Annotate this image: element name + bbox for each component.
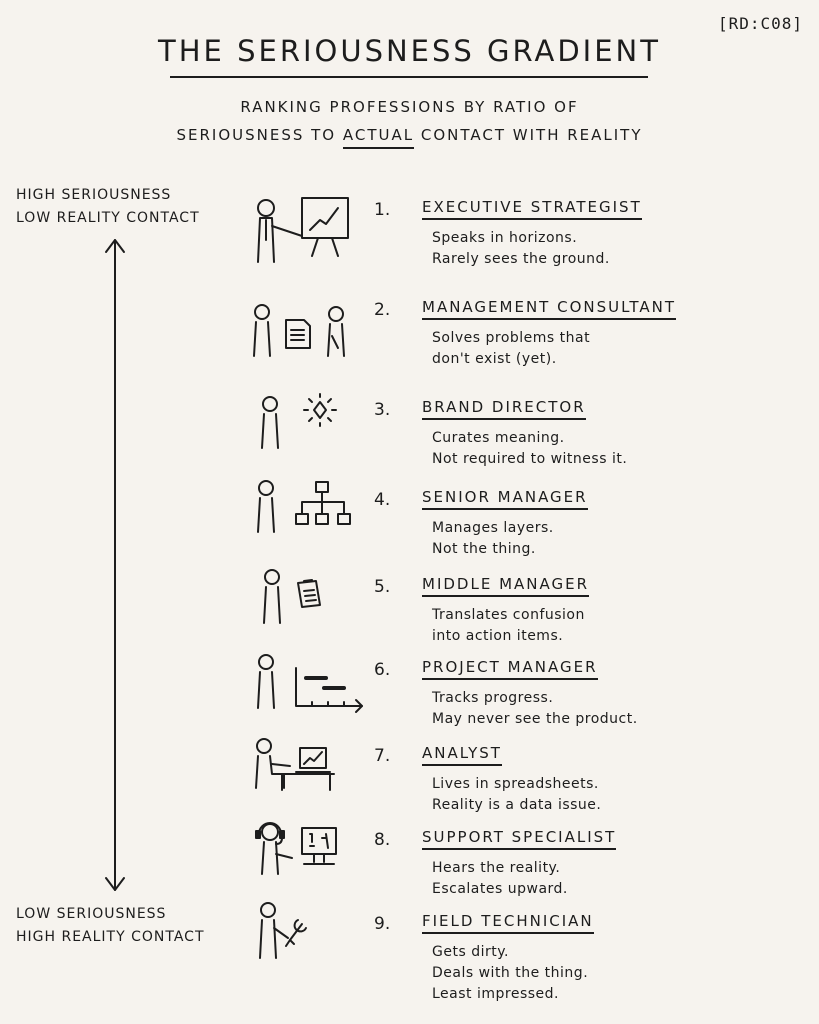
profession-description [432,228,610,270]
description-line: Escalates upward. [432,881,568,897]
subtitle-pre: SERIOUSNESS TO [176,126,343,144]
clipboard-icon [246,567,356,625]
description-line: Speaks in horizons. [432,230,578,246]
title-underline [170,76,648,78]
description-line: Least impressed. [432,986,559,1002]
presentation-chart-icon [246,196,356,268]
profession-name: MANAGEMENT CONSULTANT [422,298,676,320]
description-line: Translates confusion [432,607,585,623]
rank-number: 1. [374,200,391,220]
description-line: Hears the reality. [432,860,561,876]
profession-name: SUPPORT SPECIALIST [422,828,616,850]
description-line: Manages layers. [432,520,554,536]
axis-top-line-2: LOW REALITY CONTACT [16,210,200,226]
wrench-icon [246,902,356,962]
page-title: THE SERIOUSNESS GRADIENT [158,34,661,68]
subtitle-line-1: RANKING PROFESSIONS BY RATIO OF [240,98,579,116]
profession-description [432,942,588,1005]
profession-name: EXECUTIVE STRATEGIST [422,198,642,220]
gradient-double-arrow-icon [100,236,130,894]
rank-number: 9. [374,914,391,934]
description-line: Deals with the thing. [432,965,589,981]
document-handoff-icon [246,302,356,358]
rank-number: 2. [374,300,391,320]
profession-description [432,858,568,900]
rank-number: 3. [374,400,391,420]
description-line: into action items. [432,628,564,644]
gantt-chart-icon [246,654,366,712]
profession-name: BRAND DIRECTOR [422,398,586,420]
axis-label-top [16,184,226,230]
rank-number: 4. [374,490,391,510]
description-line: don't exist (yet). [432,351,557,367]
headset-monitor-icon [246,814,356,876]
profession-description [432,328,590,370]
description-line: Gets dirty. [432,944,509,960]
profession-name: SENIOR MANAGER [422,488,588,510]
profession-name: FIELD TECHNICIAN [422,912,594,934]
description-line: Reality is a data issue. [432,797,602,813]
axis-bottom-line-1: LOW SERIOUSNESS [16,906,167,922]
profession-name: PROJECT MANAGER [422,658,598,680]
profession-description [432,428,627,470]
subtitle-line-2 [0,126,819,144]
description-line: Solves problems that [432,330,591,346]
laptop-desk-icon [246,736,356,792]
profession-description [432,518,554,560]
description-line: Not required to witness it. [432,451,628,467]
rank-number: 7. [374,746,391,766]
org-chart-icon [246,478,356,536]
sparkle-icon [246,392,356,448]
rank-number: 5. [374,577,391,597]
subtitle-post: CONTACT WITH REALITY [414,126,643,144]
profession-description [432,688,638,730]
description-line: Tracks progress. [432,690,554,706]
profession-name: MIDDLE MANAGER [422,575,589,597]
profession-description [432,605,585,647]
description-line: May never see the product. [432,711,638,727]
corner-tag: [RD:C08] [717,14,803,33]
axis-top-line-1: HIGH SERIOUSNESS [16,187,172,203]
rank-number: 8. [374,830,391,850]
description-line: Rarely sees the ground. [432,251,610,267]
profession-name: ANALYST [422,744,502,766]
axis-bottom-line-2: HIGH REALITY CONTACT [16,929,205,945]
profession-description [432,774,601,816]
rank-number: 6. [374,660,391,680]
subtitle-emphasis: ACTUAL [343,126,414,149]
description-line: Curates meaning. [432,430,565,446]
axis-label-bottom [16,903,226,949]
description-line: Not the thing. [432,541,536,557]
description-line: Lives in spreadsheets. [432,776,599,792]
